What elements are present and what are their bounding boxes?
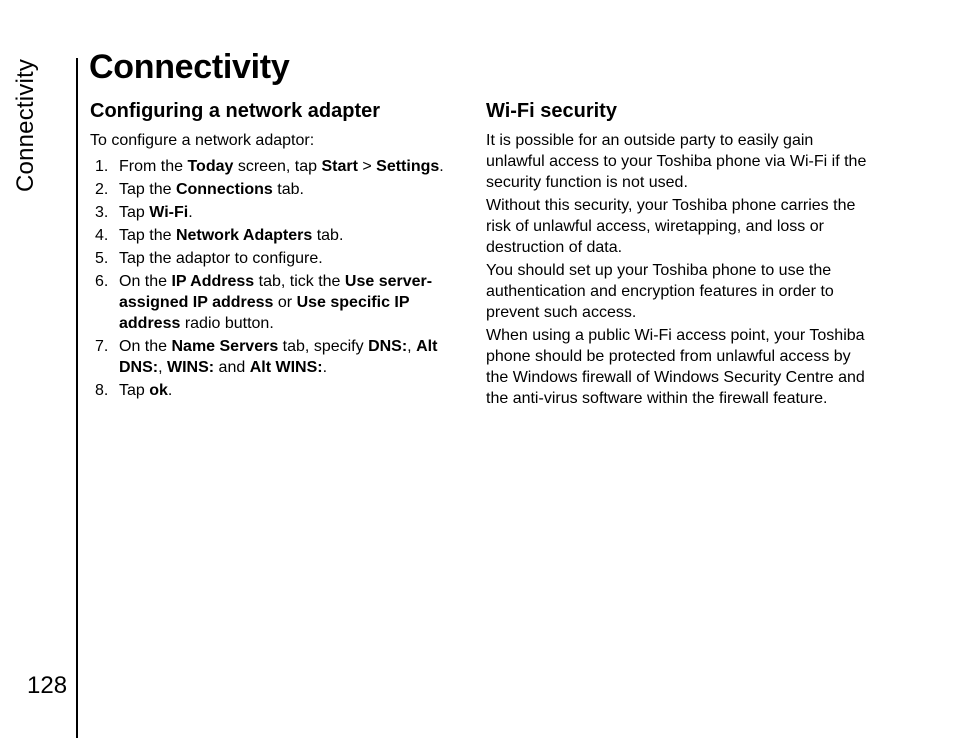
step-text <box>119 225 470 246</box>
step-number: 4. <box>95 227 109 244</box>
step-text <box>119 380 470 401</box>
step-item <box>90 156 470 177</box>
paragraph: Without this security, your Toshiba phone carries the risk of unlawful access, wiretapping, and loss or destruction of data. <box>486 197 856 256</box>
ui-term: Today <box>187 158 234 175</box>
ui-term: Alt DNS: <box>119 338 438 376</box>
page-title: Connectivity <box>89 48 290 86</box>
step-text <box>119 271 470 334</box>
step-text-run: . <box>188 204 193 221</box>
step-text <box>119 336 470 378</box>
step-text <box>119 248 470 269</box>
step-text-run: Tap the adaptor to configure. <box>119 250 323 267</box>
ui-term: Use server-assigned IP address <box>119 273 433 311</box>
ui-term: Start <box>321 158 358 175</box>
step-number: 8. <box>95 382 109 399</box>
ui-term: IP Address <box>171 273 255 290</box>
step-text-run: tab. <box>312 227 344 244</box>
side-section-label: Connectivity <box>12 58 39 192</box>
step-item <box>90 225 470 246</box>
step-number: 2. <box>95 181 109 198</box>
ui-term: DNS: <box>368 338 408 355</box>
step-text-run: screen, tap <box>233 158 322 175</box>
step-text-run: Tap the <box>119 181 176 198</box>
intro-text: To configure a network adaptor: <box>90 132 315 149</box>
step-text-run: , <box>158 359 167 376</box>
ui-term: Connections <box>175 181 273 198</box>
step-text-run: and <box>214 359 250 376</box>
right-column <box>486 100 871 411</box>
step-text-run: . <box>322 359 328 376</box>
step-item <box>90 380 470 401</box>
step-text-run: radio button. <box>180 315 274 332</box>
side-divider <box>76 58 78 738</box>
ui-term: Wi-Fi <box>149 204 189 221</box>
ui-term: ok <box>149 382 168 399</box>
step-number: 6. <box>95 273 109 290</box>
step-text-run: > <box>357 158 377 175</box>
step-number: 7. <box>95 338 109 355</box>
paragraph: You should set up your Toshiba phone to use the authentication and encryption features in order to prevent such access. <box>486 262 834 321</box>
steps-list <box>90 156 470 401</box>
ui-term: Settings <box>376 158 440 175</box>
step-text-run: Tap the <box>119 227 176 244</box>
step-text-run: Tap <box>119 382 150 399</box>
step-text <box>119 179 470 200</box>
step-text-run: On the <box>119 273 172 290</box>
step-text-run: tab. <box>272 181 304 198</box>
step-text-run: tab, specify <box>278 338 369 355</box>
step-item <box>90 202 470 223</box>
step-number: 3. <box>95 204 109 221</box>
step-item <box>90 179 470 200</box>
step-item <box>90 271 470 334</box>
page-number: 128 <box>27 672 68 699</box>
step-number: 1. <box>95 158 109 175</box>
paragraph-list <box>486 130 871 409</box>
step-text-run: From the <box>119 158 188 175</box>
left-column <box>90 100 470 403</box>
ui-term: Alt WINS: <box>249 359 323 376</box>
ui-term: Use specific IP address <box>119 294 410 332</box>
section-heading-network-adapter: Configuring a network adapter <box>90 100 381 122</box>
step-text-run: On the <box>119 338 172 355</box>
step-item <box>90 336 470 378</box>
ui-term: WINS: <box>167 359 215 376</box>
step-item <box>90 248 470 269</box>
step-text <box>119 202 470 223</box>
paragraph: It is possible for an outside party to easily gain unlawful access to your Toshiba phone via Wi-Fi if the security function is not used. <box>486 132 867 191</box>
step-text-run: . <box>439 158 444 175</box>
step-text-run: Tap <box>119 204 150 221</box>
step-number: 5. <box>95 250 109 267</box>
step-text-run: tab, tick the <box>254 273 345 290</box>
ui-term: Network Adapters <box>175 227 313 244</box>
ui-term: Name Servers <box>171 338 279 355</box>
step-text-run: . <box>167 382 173 399</box>
paragraph: When using a public Wi-Fi access point, your Toshiba phone should be protected from unlawful access by the Windows firewall of Windows Security Centre and the anti-virus software within the firewall feature. <box>486 327 865 407</box>
section-heading-wifi-security: Wi-Fi security <box>486 100 617 122</box>
step-text <box>119 156 470 177</box>
step-text-run: or <box>273 294 297 311</box>
step-text-run: , <box>407 338 417 355</box>
